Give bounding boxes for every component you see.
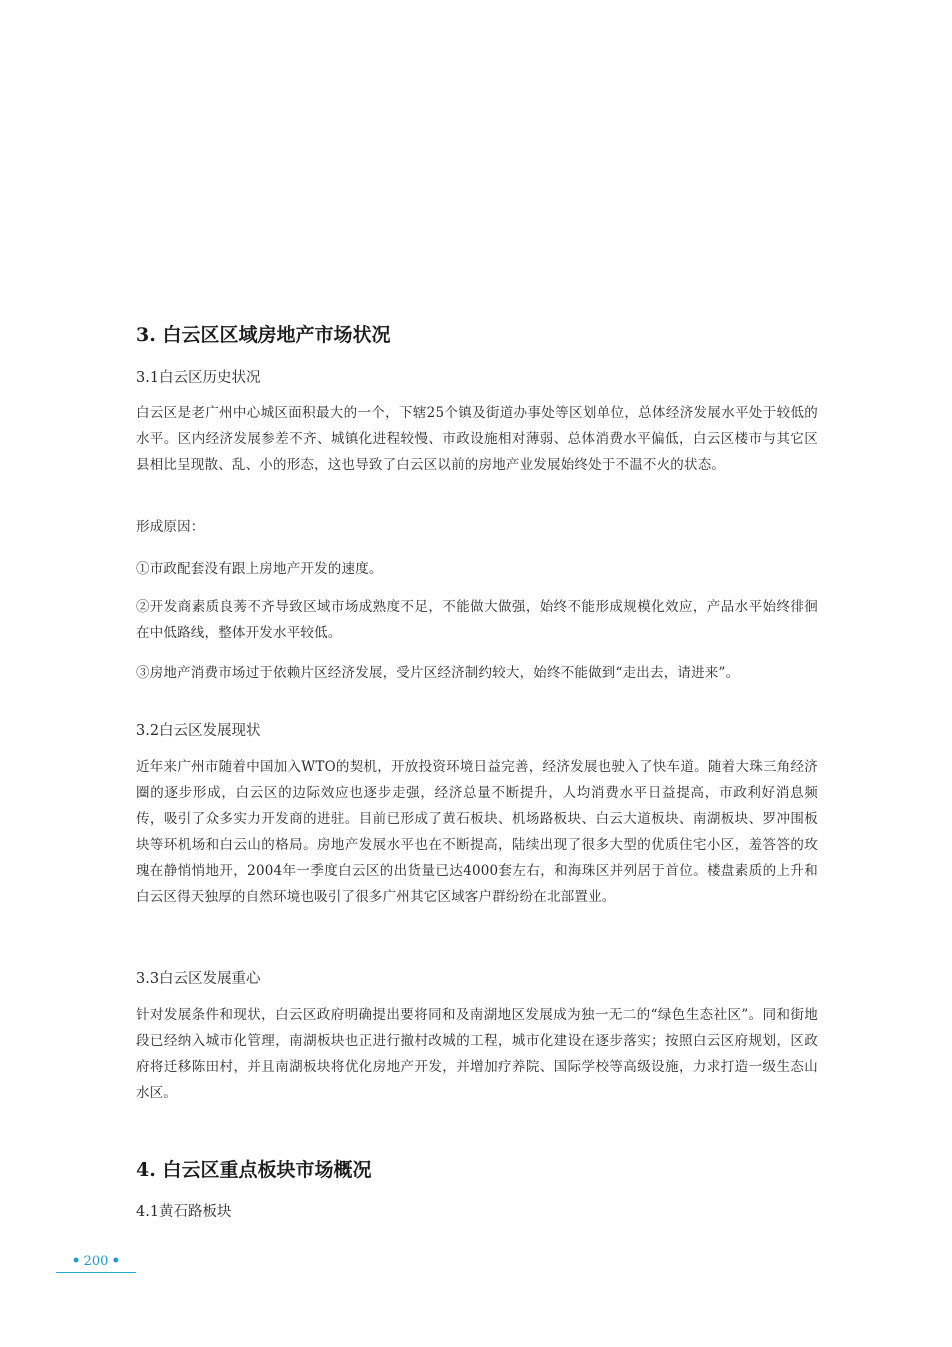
section-3-1-paragraph: 白云区是老广州中心城区面积最大的一个，下辖25个镇及街道办事处等区划单位，总体经济发展水平处于较低的水平。区内经济发展参差不齐、城镇化进程较慢、市政设施相对薄弱、总体消费水平偏低，白云区楼市与其它区县相比呈现散、乱、小的形态，这也导致了白云区以前的房地产业发展始终处于不温不火的状态。 <box>136 405 818 473</box>
folio-dot-left: • <box>71 1253 81 1269</box>
section-3-2-paragraph: 近年来广州市随着中国加入WTO的契机，开放投资环境日益完善，经济发展也驶入了快车道。随着大珠三角经济圈的逐步形成，白云区的边际效应也逐步走强，经济总量不断提升，人均消费水平日益提高，市政利好消息频传，吸引了众多实力开发商的进驻。目前已形成了黄石板块、机场路板块、白云大道板块、南湖板块、罗冲围板块等环机场和白云山的格局。房地产发展水平也在不断提高，陆续出现了很多大型的优质住宅小区，羞答答的玫瑰在静悄悄地开，2004年一季度白云区的出货量已达4000套左右，和海珠区并列居于首位。楼盘素质的上升和白云区得天独厚的自然环境也吸引了很多广州其它区域客户群纷纷在北部置业。 <box>136 759 818 905</box>
section-4-1-heading <box>136 1201 818 1223</box>
section-3-title: 3. 白云区区域房地产市场状况 <box>136 324 391 346</box>
section-3-3-title: 3.3白云区发展重心 <box>136 971 261 987</box>
section-3-2-body <box>136 754 818 910</box>
section-3-1-body <box>136 400 818 478</box>
causes-label-block <box>136 514 818 540</box>
section-3-1-title: 3.1白云区历史状况 <box>136 370 261 386</box>
section-3-2-title: 3.2白云区发展现状 <box>136 723 261 739</box>
page-number-footer <box>56 1252 136 1273</box>
cause-1: ①市政配套没有跟上房地产开发的速度。 <box>136 561 383 577</box>
section-3-heading <box>136 321 818 349</box>
causes-label: 形成原因： <box>136 519 205 535</box>
section-3-1-heading <box>136 367 818 389</box>
section-3-3-heading <box>136 968 818 990</box>
cause-2: ②开发商素质良莠不齐导致区域市场成熟度不足，不能做大做强，始终不能形成规模化效应，产品水平始终徘徊在中低路线，整体开发水平较低。 <box>136 599 818 641</box>
section-3-3-body <box>136 1002 818 1106</box>
cause-3: ③房地产消费市场过于依赖片区经济发展，受片区经济制约较大，始终不能做到“走出去，请进来”。 <box>136 665 740 681</box>
section-4-1-title: 4.1黄石路板块 <box>136 1204 232 1220</box>
folio-dot-right: • <box>111 1253 121 1269</box>
cause-1-block <box>136 556 818 582</box>
section-3-2-heading <box>136 720 818 742</box>
section-4-title: 4. 白云区重点板块市场概况 <box>136 1159 372 1181</box>
section-4-heading <box>136 1156 818 1184</box>
cause-3-block <box>136 660 818 686</box>
page-number: 200 <box>83 1254 109 1269</box>
cause-2-block <box>136 594 818 646</box>
section-3-3-paragraph: 针对发展条件和现状，白云区政府明确提出要将同和及南湖地区发展成为独一无二的“绿色生态社区”。同和街地段已经纳入城市化管理，南湖板块也正进行撤村改城的工程，城市化建设在逐步落实；按照白云区府规划，区政府将迁移陈田村，并且南湖板块将优化房地产开发，并增加疗养院、国际学校等高级设施，力求打造一级生态山水区。 <box>136 1007 818 1101</box>
